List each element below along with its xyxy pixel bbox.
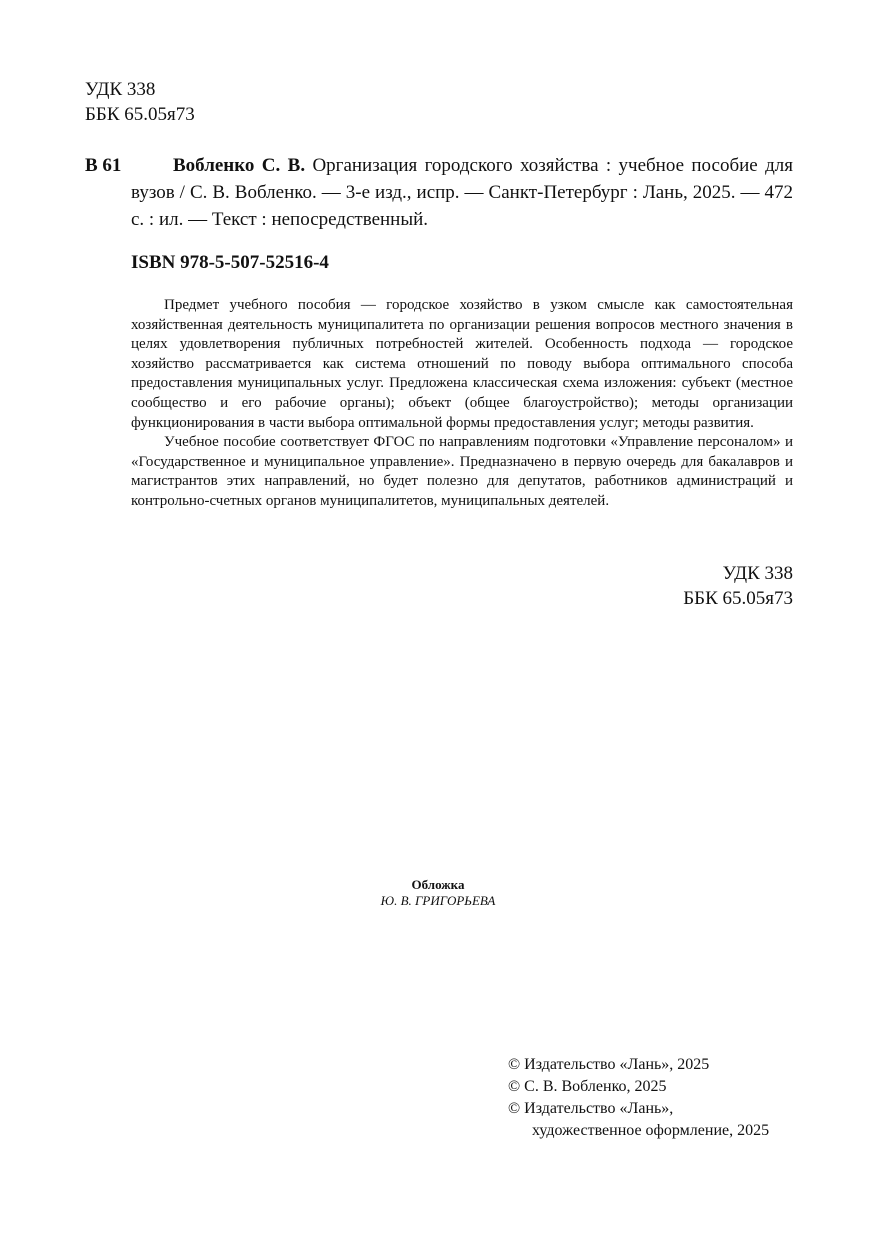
cover-credit xyxy=(0,877,876,909)
isbn: ISBN 978-5-507-52516-4 xyxy=(131,252,329,273)
bbk-code: ББК 65.05я73 xyxy=(85,104,195,125)
udk-code: УДК 338 xyxy=(85,79,156,100)
bbk-code: ББК 65.05я73 xyxy=(683,588,793,609)
cover-credit-label: Обложка xyxy=(411,877,465,892)
copyright-line: художественное оформление, 2025 xyxy=(532,1122,770,1139)
bibliographic-details: Организация городского хозяйства : учебное пособие для вузов / С. В. Вобленко. — 3-е изд., испр. — Санкт-Петербург : Лань, 2025. — 472 с. : ил. — Текст : непосредственный. xyxy=(131,155,793,230)
copyright-line: © Издательство «Лань», 2025 xyxy=(508,1056,710,1073)
abstract-paragraph: Предмет учебного пособия — городское хозяйство в узком смысле как самостоятельная хозяйственная деятельность муниципалитета по организации решения вопросов местного значения в целях удовлетворения публичных потребностей жителей. Особенность подхода — городское хозяйство рассматривается как система отношений по поводу выбора оптимального способа предоставления муниципальных услуг. Предложена классическая схема изложения: субъект (местное сообщество и его рабочие органы); объект (общее благоустройство); методы организации функционирования в части выбора оптимальной формы предоставления услуг; методы развития. xyxy=(131,297,793,431)
bibliographic-record xyxy=(85,152,793,233)
cover-designer-name: Ю. В. ГРИГОРЬЕВА xyxy=(380,893,496,908)
classification-codes-top xyxy=(85,77,195,127)
author-mark: В 61 xyxy=(85,155,122,176)
copyright-block xyxy=(508,1054,769,1142)
bibliographic-description xyxy=(131,152,793,233)
abstract xyxy=(131,296,793,512)
classification-codes-bottom xyxy=(683,561,793,611)
copyright-line: © Издательство «Лань», xyxy=(508,1100,674,1117)
abstract-paragraph: Учебное пособие соответствует ФГОС по направлениям подготовки «Управление персоналом» и «Государственное и муниципальное управление». Предназначено в первую очередь для бакалавров и магистрантов этих направлений, но будет полезно для депутатов, работников администраций и контрольно-счетных органов муниципалитетов, муниципальных деятелей. xyxy=(131,434,793,509)
copyright-line: © С. В. Вобленко, 2025 xyxy=(508,1078,667,1095)
author-name: Вобленко С. В. xyxy=(173,155,306,176)
udk-code: УДК 338 xyxy=(722,563,793,584)
